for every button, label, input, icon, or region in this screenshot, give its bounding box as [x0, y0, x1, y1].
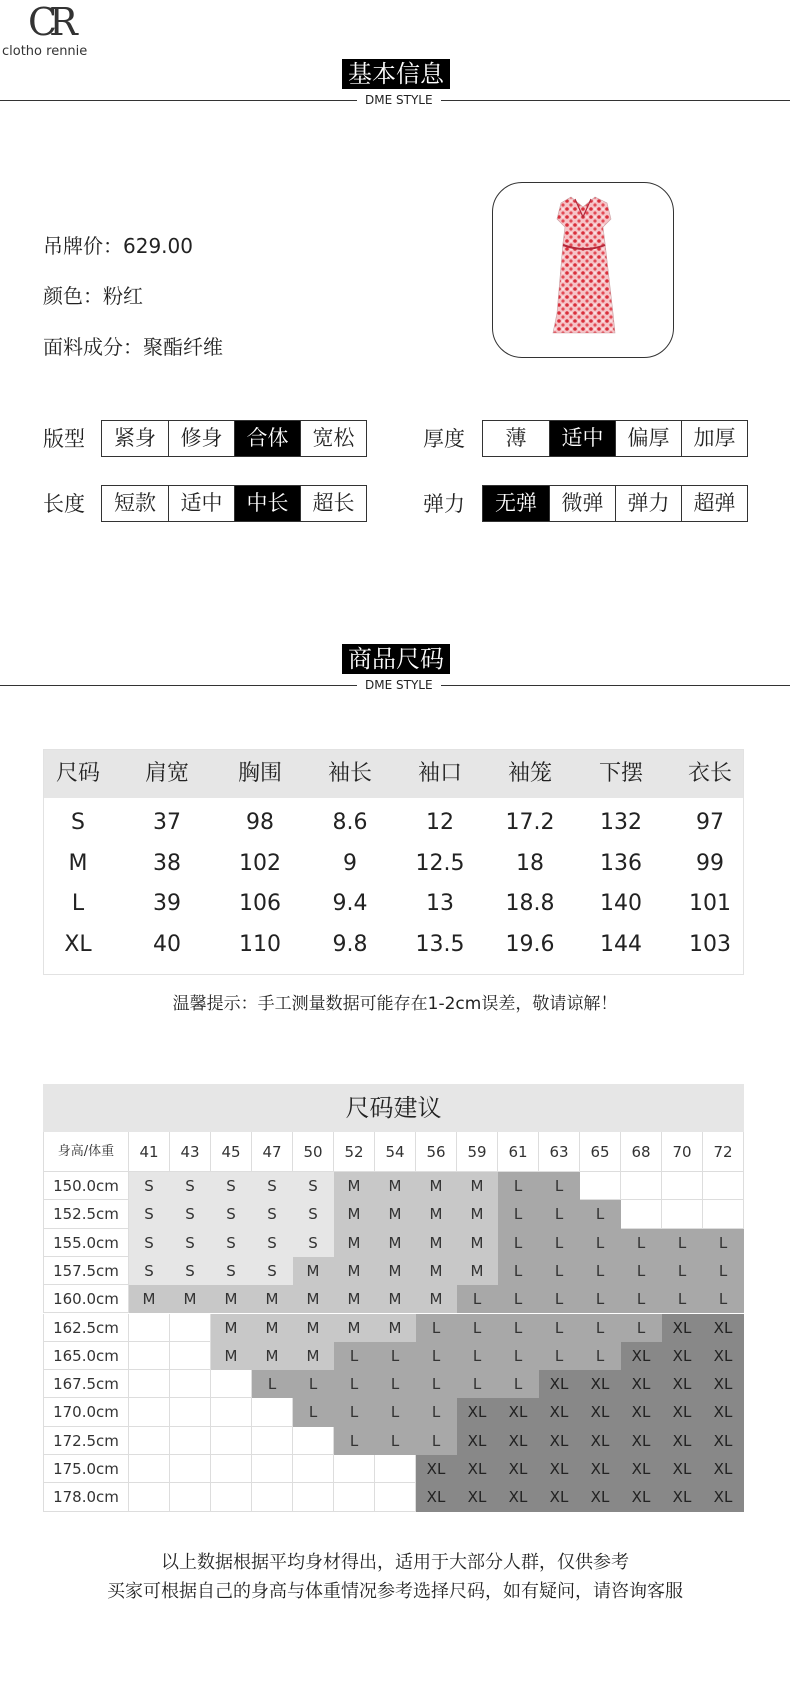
- size-cell: XL: [662, 1342, 703, 1370]
- size-cell: XL: [621, 1427, 662, 1455]
- size-table-cell: 98: [246, 810, 274, 835]
- weight-header: 65: [580, 1132, 621, 1172]
- size-cell: L: [457, 1370, 498, 1398]
- attr-option: 偏厚: [615, 421, 681, 456]
- size-cell: L: [375, 1398, 416, 1426]
- size-cell: L: [580, 1342, 621, 1370]
- size-cell: L: [334, 1370, 375, 1398]
- size-header-cell: 袖笼: [507, 761, 552, 786]
- size-cell: XL: [703, 1483, 744, 1511]
- size-cell: L: [703, 1229, 744, 1257]
- recommendation-title: 尺码建议: [43, 1084, 744, 1132]
- brand-logo: [0, 0, 100, 62]
- size-cell: L: [375, 1370, 416, 1398]
- size-cell: L: [498, 1200, 539, 1228]
- size-table-cell: 39: [153, 891, 181, 916]
- size-cell: XL: [580, 1370, 621, 1398]
- size-cell: XL: [703, 1314, 744, 1342]
- attr-option: 超长: [300, 486, 366, 521]
- size-cell: XL: [416, 1455, 457, 1483]
- size-cell: S: [211, 1200, 252, 1228]
- size-cell: M: [457, 1257, 498, 1285]
- size-cell: XL: [621, 1370, 662, 1398]
- size-cell: S: [170, 1257, 211, 1285]
- size-cell: M: [293, 1285, 334, 1313]
- size-table-cell: L: [71, 891, 85, 916]
- size-cell: [375, 1483, 416, 1511]
- size-cell: M: [416, 1172, 457, 1200]
- size-cell: L: [252, 1370, 293, 1398]
- size-cell: [129, 1342, 170, 1370]
- weight-header: 56: [416, 1132, 457, 1172]
- height-label: 160.0cm: [43, 1285, 129, 1313]
- size-cell: M: [334, 1229, 375, 1257]
- size-cell: M: [457, 1229, 498, 1257]
- size-cell: L: [293, 1398, 334, 1426]
- size-cell: [129, 1483, 170, 1511]
- size-table-cell: 9: [343, 851, 357, 876]
- attr-option: 短款: [114, 491, 156, 515]
- size-cell: [293, 1483, 334, 1511]
- size-cell: L: [498, 1229, 539, 1257]
- size-header-cell: 袖长: [327, 761, 372, 786]
- size-cell: L: [580, 1200, 621, 1228]
- size-cell: M: [211, 1314, 252, 1342]
- size-cell: [211, 1398, 252, 1426]
- size-cell: M: [293, 1314, 334, 1342]
- size-table-cell: M: [68, 851, 88, 876]
- size-cell: L: [498, 1257, 539, 1285]
- size-cell: M: [252, 1342, 293, 1370]
- size-table-cell: 12.5: [415, 851, 465, 876]
- attr-option-selected: 合体: [234, 421, 300, 456]
- weight-header: 50: [293, 1132, 334, 1172]
- size-cell: L: [375, 1342, 416, 1370]
- size-cell: XL: [662, 1427, 703, 1455]
- size-table-cell: 37: [153, 810, 181, 835]
- attr-options-thickness: [482, 420, 748, 457]
- size-table-cell: 99: [696, 851, 724, 876]
- size-cell: M: [211, 1342, 252, 1370]
- attr-option: 宽松: [300, 421, 366, 456]
- size-table-cell: 19.6: [505, 932, 555, 957]
- size-cell: L: [539, 1257, 580, 1285]
- size-cell: XL: [662, 1398, 703, 1426]
- size-table-cell: 13: [426, 891, 454, 916]
- price-label: 吊牌价：629.00: [43, 234, 193, 258]
- attr-label-elasticity: 弹力: [423, 492, 465, 516]
- size-cell: M: [416, 1285, 457, 1313]
- brand-name: clotho rennie: [2, 44, 88, 59]
- size-cell: XL: [580, 1455, 621, 1483]
- size-cell: L: [334, 1398, 375, 1426]
- size-cell: L: [703, 1285, 744, 1313]
- size-cell: [334, 1483, 375, 1511]
- size-cell: XL: [621, 1342, 662, 1370]
- dress-illustration: [493, 183, 673, 357]
- size-cell: S: [170, 1172, 211, 1200]
- size-cell: XL: [703, 1398, 744, 1426]
- size-cell: L: [498, 1285, 539, 1313]
- size-cell: L: [457, 1285, 498, 1313]
- attr-option: 超弹: [681, 486, 747, 521]
- attr-option: 弹力: [615, 486, 681, 521]
- weight-header: 43: [170, 1132, 211, 1172]
- size-cell: L: [662, 1285, 703, 1313]
- size-cell: L: [621, 1229, 662, 1257]
- size-table-cell: 12: [426, 810, 454, 835]
- attr-label-length: 长度: [43, 492, 85, 516]
- size-cell: [375, 1455, 416, 1483]
- size-cell: [621, 1172, 662, 1200]
- size-cell: [252, 1455, 293, 1483]
- size-cell: L: [580, 1229, 621, 1257]
- size-cell: L: [293, 1370, 334, 1398]
- size-cell: M: [293, 1342, 334, 1370]
- size-cell: M: [416, 1229, 457, 1257]
- size-cell: XL: [662, 1455, 703, 1483]
- size-cell: XL: [703, 1342, 744, 1370]
- size-cell: XL: [498, 1398, 539, 1426]
- size-table-cell: 18.8: [505, 891, 555, 916]
- section-subtitle-basic: DME STYLE: [357, 93, 441, 107]
- size-table-cell: 8.6: [332, 810, 368, 835]
- size-cell: M: [375, 1285, 416, 1313]
- attr-label-thickness: 厚度: [423, 427, 465, 451]
- size-cell: [580, 1172, 621, 1200]
- size-cell: L: [375, 1427, 416, 1455]
- size-table-cell: 132: [600, 810, 642, 835]
- size-cell: M: [252, 1314, 293, 1342]
- height-label: 155.0cm: [43, 1229, 129, 1257]
- attr-options-elasticity: [482, 485, 748, 522]
- size-cell: L: [580, 1285, 621, 1313]
- size-cell: L: [662, 1229, 703, 1257]
- weight-header: 72: [703, 1132, 744, 1172]
- weight-header: 61: [498, 1132, 539, 1172]
- size-table-cell: 102: [239, 851, 281, 876]
- size-table-cell: 103: [689, 932, 731, 957]
- size-cell: XL: [457, 1427, 498, 1455]
- attr-option-selected: 无弹: [483, 486, 549, 521]
- size-cell: L: [539, 1172, 580, 1200]
- size-table-cell: 110: [239, 932, 281, 957]
- size-table-cell: 136: [600, 851, 642, 876]
- size-table-cell: 106: [239, 891, 281, 916]
- attr-option-selected: 适中: [549, 421, 615, 456]
- size-cell: [129, 1455, 170, 1483]
- size-cell: XL: [580, 1427, 621, 1455]
- size-cell: L: [703, 1257, 744, 1285]
- size-cell: S: [293, 1229, 334, 1257]
- size-cell: M: [170, 1285, 211, 1313]
- size-table-cell: 9.4: [332, 891, 368, 916]
- size-cell: M: [416, 1200, 457, 1228]
- size-cell: L: [416, 1342, 457, 1370]
- size-header-cell: 尺码: [55, 761, 100, 786]
- size-cell: XL: [457, 1455, 498, 1483]
- size-cell: XL: [457, 1483, 498, 1511]
- size-cell: S: [170, 1200, 211, 1228]
- size-cell: [293, 1427, 334, 1455]
- height-label: 152.5cm: [43, 1200, 129, 1228]
- size-cell: L: [416, 1427, 457, 1455]
- product-photo: [492, 182, 674, 358]
- size-cell: L: [621, 1314, 662, 1342]
- size-cell: M: [375, 1172, 416, 1200]
- weight-header: 63: [539, 1132, 580, 1172]
- size-cell: M: [293, 1257, 334, 1285]
- size-cell: L: [334, 1342, 375, 1370]
- size-cell: L: [498, 1314, 539, 1342]
- size-cell: M: [457, 1200, 498, 1228]
- size-cell: XL: [457, 1398, 498, 1426]
- height-label: 150.0cm: [43, 1172, 129, 1200]
- size-header-cell: 胸围: [237, 761, 282, 786]
- size-cell: L: [498, 1342, 539, 1370]
- size-cell: XL: [539, 1483, 580, 1511]
- size-cell: M: [334, 1257, 375, 1285]
- size-cell: L: [662, 1257, 703, 1285]
- size-cell: XL: [703, 1455, 744, 1483]
- size-cell: L: [539, 1229, 580, 1257]
- fabric-label: 面料成分：聚酯纤维: [43, 335, 223, 359]
- size-cell: [703, 1172, 744, 1200]
- size-cell: XL: [621, 1483, 662, 1511]
- color-label: 颜色：粉红: [43, 284, 143, 308]
- size-cell: [170, 1342, 211, 1370]
- size-cell: [170, 1398, 211, 1426]
- size-cell: L: [539, 1285, 580, 1313]
- size-cell: L: [334, 1427, 375, 1455]
- size-cell: XL: [498, 1483, 539, 1511]
- attr-label-fit: 版型: [43, 427, 85, 451]
- attr-option-selected: 中长: [234, 486, 300, 521]
- size-cell: [170, 1314, 211, 1342]
- size-table-cell: 13.5: [415, 932, 465, 957]
- size-cell: XL: [703, 1370, 744, 1398]
- section-title-size: 商品尺码: [342, 644, 450, 674]
- size-cell: L: [416, 1370, 457, 1398]
- weight-header: 68: [621, 1132, 662, 1172]
- size-cell: S: [252, 1229, 293, 1257]
- size-cell: M: [457, 1172, 498, 1200]
- size-cell: [211, 1455, 252, 1483]
- size-cell: L: [498, 1172, 539, 1200]
- size-cell: L: [539, 1314, 580, 1342]
- size-cell: [293, 1455, 334, 1483]
- size-cell: XL: [621, 1455, 662, 1483]
- size-cell: XL: [662, 1483, 703, 1511]
- size-cell: [170, 1427, 211, 1455]
- size-cell: S: [211, 1257, 252, 1285]
- attr-options-length: [101, 485, 367, 522]
- size-table-cell: S: [71, 810, 85, 835]
- size-header-cell: 肩宽: [144, 761, 189, 786]
- size-cell: [334, 1455, 375, 1483]
- size-cell: XL: [580, 1398, 621, 1426]
- size-cell: M: [334, 1314, 375, 1342]
- size-cell: S: [211, 1172, 252, 1200]
- weight-header: 70: [662, 1132, 703, 1172]
- size-cell: XL: [662, 1370, 703, 1398]
- footer-note-1: 以上数据根据平均身材得出，适用于大部分人群，仅供参考: [161, 1552, 629, 1573]
- size-cell: [129, 1398, 170, 1426]
- size-cell: S: [170, 1229, 211, 1257]
- height-label: 178.0cm: [43, 1483, 129, 1511]
- height-label: 157.5cm: [43, 1257, 129, 1285]
- size-cell: [252, 1398, 293, 1426]
- brand-mark: CR: [28, 0, 70, 44]
- size-cell: M: [334, 1172, 375, 1200]
- footer-note-2: 买家可根据自己的身高与体重情况参考选择尺码，如有疑问，请咨询客服: [107, 1581, 683, 1602]
- size-cell: XL: [662, 1314, 703, 1342]
- size-cell: [662, 1200, 703, 1228]
- size-cell: S: [252, 1172, 293, 1200]
- height-label: 170.0cm: [43, 1398, 129, 1426]
- size-cell: S: [252, 1257, 293, 1285]
- size-cell: XL: [621, 1398, 662, 1426]
- size-cell: M: [375, 1314, 416, 1342]
- size-cell: L: [457, 1314, 498, 1342]
- size-cell: [129, 1370, 170, 1398]
- size-cell: [170, 1455, 211, 1483]
- section-subtitle-size: DME STYLE: [357, 678, 441, 692]
- weight-header: 47: [252, 1132, 293, 1172]
- measurement-tip: 温馨提示：手工测量数据可能存在1-2cm误差，敬请谅解！: [172, 994, 618, 1014]
- size-table-cell: 101: [689, 891, 731, 916]
- size-cell: M: [416, 1257, 457, 1285]
- size-cell: M: [375, 1229, 416, 1257]
- size-cell: M: [334, 1200, 375, 1228]
- size-cell: XL: [498, 1455, 539, 1483]
- attr-option: 适中: [168, 486, 234, 521]
- attr-option: 微弹: [549, 486, 615, 521]
- weight-header: 54: [375, 1132, 416, 1172]
- size-cell: S: [129, 1172, 170, 1200]
- size-cell: [211, 1483, 252, 1511]
- size-cell: L: [580, 1314, 621, 1342]
- size-table-cell: 144: [600, 932, 642, 957]
- size-cell: XL: [703, 1427, 744, 1455]
- size-cell: L: [498, 1370, 539, 1398]
- size-table: [43, 749, 744, 975]
- section-title-basic: 基本信息: [342, 59, 450, 89]
- size-cell: S: [129, 1200, 170, 1228]
- height-label: 162.5cm: [43, 1314, 129, 1342]
- size-cell: M: [129, 1285, 170, 1313]
- height-label: 172.5cm: [43, 1427, 129, 1455]
- attr-option: 修身: [168, 421, 234, 456]
- weight-header: 41: [129, 1132, 170, 1172]
- attr-option: 紧身: [114, 426, 156, 450]
- size-cell: XL: [539, 1455, 580, 1483]
- size-cell: [129, 1314, 170, 1342]
- size-cell: XL: [416, 1483, 457, 1511]
- size-cell: L: [416, 1398, 457, 1426]
- size-cell: L: [621, 1257, 662, 1285]
- size-cell: [703, 1200, 744, 1228]
- attr-option: 薄: [505, 426, 527, 450]
- size-cell: XL: [580, 1483, 621, 1511]
- size-cell: M: [211, 1285, 252, 1313]
- attr-options-fit: [101, 420, 367, 457]
- weight-header: 52: [334, 1132, 375, 1172]
- size-cell: [662, 1172, 703, 1200]
- size-cell: [211, 1427, 252, 1455]
- size-header-cell: 下摆: [598, 761, 643, 786]
- size-table-cell: 9.8: [332, 932, 368, 957]
- size-cell: XL: [539, 1398, 580, 1426]
- size-cell: S: [129, 1229, 170, 1257]
- size-cell: M: [375, 1257, 416, 1285]
- size-cell: XL: [539, 1370, 580, 1398]
- size-cell: L: [457, 1342, 498, 1370]
- size-cell: M: [252, 1285, 293, 1313]
- size-table-cell: 17.2: [505, 810, 555, 835]
- size-cell: S: [293, 1172, 334, 1200]
- size-cell: L: [416, 1314, 457, 1342]
- size-cell: L: [539, 1200, 580, 1228]
- size-recommendation: [43, 1084, 744, 1532]
- weight-header: 59: [457, 1132, 498, 1172]
- size-cell: [621, 1200, 662, 1228]
- size-cell: [211, 1370, 252, 1398]
- height-label: 167.5cm: [43, 1370, 129, 1398]
- size-cell: L: [580, 1257, 621, 1285]
- size-header-cell: 袖口: [417, 761, 462, 786]
- size-table-cell: 97: [696, 810, 724, 835]
- size-cell: M: [375, 1200, 416, 1228]
- size-cell: [129, 1427, 170, 1455]
- size-cell: L: [621, 1285, 662, 1313]
- size-table-cell: 38: [153, 851, 181, 876]
- size-table-cell: 18: [516, 851, 544, 876]
- size-header-cell: 衣长: [687, 761, 732, 786]
- size-cell: [252, 1483, 293, 1511]
- size-cell: S: [252, 1200, 293, 1228]
- size-table-cell: 140: [600, 891, 642, 916]
- height-label: 165.0cm: [43, 1342, 129, 1370]
- height-label: 175.0cm: [43, 1455, 129, 1483]
- size-cell: XL: [498, 1427, 539, 1455]
- grid-corner-label: 身高/体重: [43, 1132, 129, 1172]
- size-cell: S: [293, 1200, 334, 1228]
- size-table-cell: XL: [64, 932, 92, 957]
- weight-header: 45: [211, 1132, 252, 1172]
- size-table-cell: 40: [153, 932, 181, 957]
- size-cell: M: [334, 1285, 375, 1313]
- size-cell: [252, 1427, 293, 1455]
- size-cell: [170, 1370, 211, 1398]
- size-cell: [170, 1483, 211, 1511]
- size-cell: S: [129, 1257, 170, 1285]
- size-cell: S: [211, 1229, 252, 1257]
- attr-option: 加厚: [681, 421, 747, 456]
- size-cell: XL: [539, 1427, 580, 1455]
- size-cell: L: [539, 1342, 580, 1370]
